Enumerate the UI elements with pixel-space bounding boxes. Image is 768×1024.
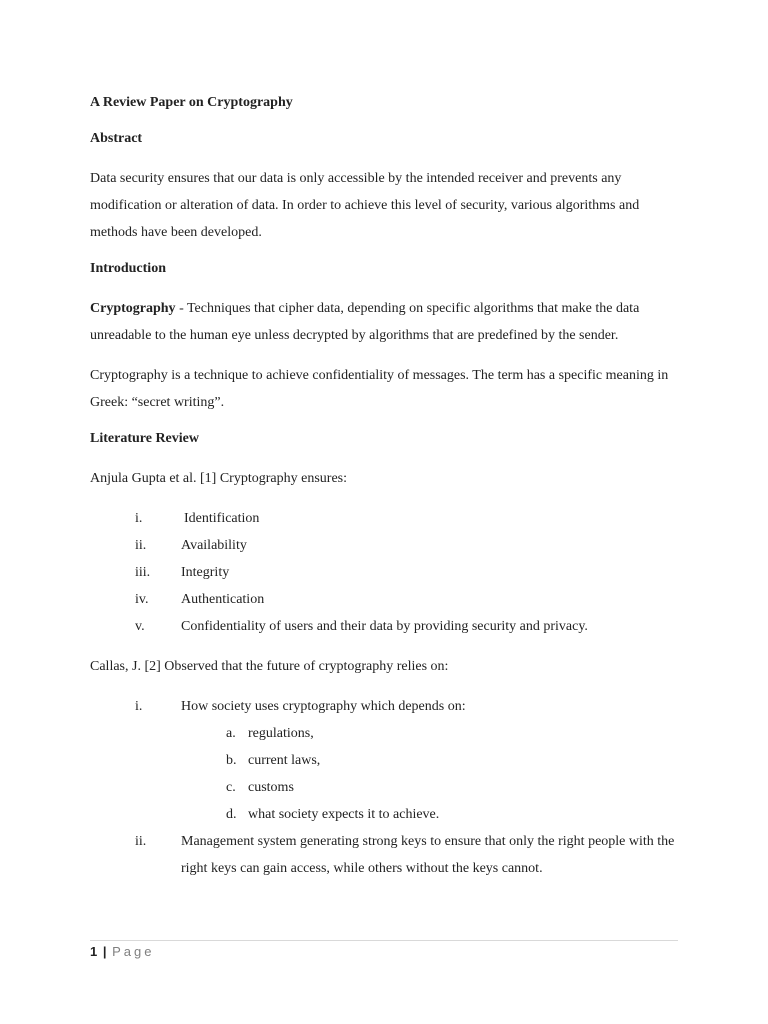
page-label: Page [112,944,155,959]
page-footer [90,944,155,959]
sublist-item-text: customs [248,780,294,795]
sublist-item-letter: c. [226,780,236,795]
callas-intro: Callas, J. [2] Observed that the future of cryptography relies on: [90,659,449,674]
list-item-number: i. [135,699,143,714]
sublist-item-text: current laws, [248,753,321,768]
literature-review-heading: Literature Review [90,431,199,446]
list-item-number: iii. [135,565,151,580]
gupta-intro: Anjula Gupta et al. [1] Cryptography ensures: [90,471,347,486]
list-item-number: v. [135,619,145,634]
list-item [90,505,680,532]
sublist-item [90,774,680,801]
list-item-text: Confidentiality of users and their data by providing security and privacy. [181,619,588,634]
cryptography-definition-text: - Techniques that cipher data, depending on specific algorithms that make the data unreadable to the human eye unless decrypted by algorithms that are predefined by the sender. [90,301,640,343]
paper-title: A Review Paper on Cryptography [90,95,293,110]
cryptography-meaning: Cryptography is a technique to achieve confidentiality of messages. The term has a specific meaning in Greek: “secret writing”. [90,368,669,410]
callas-sublist [90,720,680,828]
list-item-text: Integrity [181,565,230,580]
footer-divider [90,940,678,941]
list-item-text: Availability [181,538,247,553]
list-item [90,828,680,882]
gupta-list [90,505,680,640]
list-item-number: ii. [135,834,147,849]
abstract-text: Data security ensures that our data is only accessible by the intended receiver and prevents any modification or alteration of data. In order to achieve this level of security, various algorithms and methods have been developed. [90,171,640,240]
sublist-item-text: what society expects it to achieve. [248,807,440,822]
list-item-text: Authentication [181,592,265,607]
sublist-item-text: regulations, [248,726,314,741]
page-number: 1 [90,944,98,959]
sublist-item-letter: b. [226,753,237,768]
callas-list-continued [90,828,680,882]
cryptography-definition [90,295,680,349]
sublist-item-letter: a. [226,726,236,741]
sublist-item-letter: d. [226,807,237,822]
callas-list [90,693,680,720]
sublist-item [90,747,680,774]
list-item [90,559,680,586]
list-item [90,693,680,720]
cryptography-term: Cryptography [90,301,176,316]
abstract-heading: Abstract [90,131,143,146]
sublist-item [90,720,680,747]
page-content [90,93,680,895]
page-separator: | [102,944,107,959]
list-item-number: iv. [135,592,149,607]
introduction-heading: Introduction [90,261,166,276]
list-item-text: Identification [184,511,260,526]
list-item-text: How society uses cryptography which depends on: [181,699,466,714]
sublist-item [90,801,680,828]
list-item [90,613,680,640]
list-item-number: ii. [135,538,147,553]
list-item-number: i. [135,511,143,526]
list-item [90,532,680,559]
list-item-text: Management system generating strong keys to ensure that only the right people with the right keys can gain access, while others without the keys cannot. [181,834,675,876]
list-item [90,586,680,613]
